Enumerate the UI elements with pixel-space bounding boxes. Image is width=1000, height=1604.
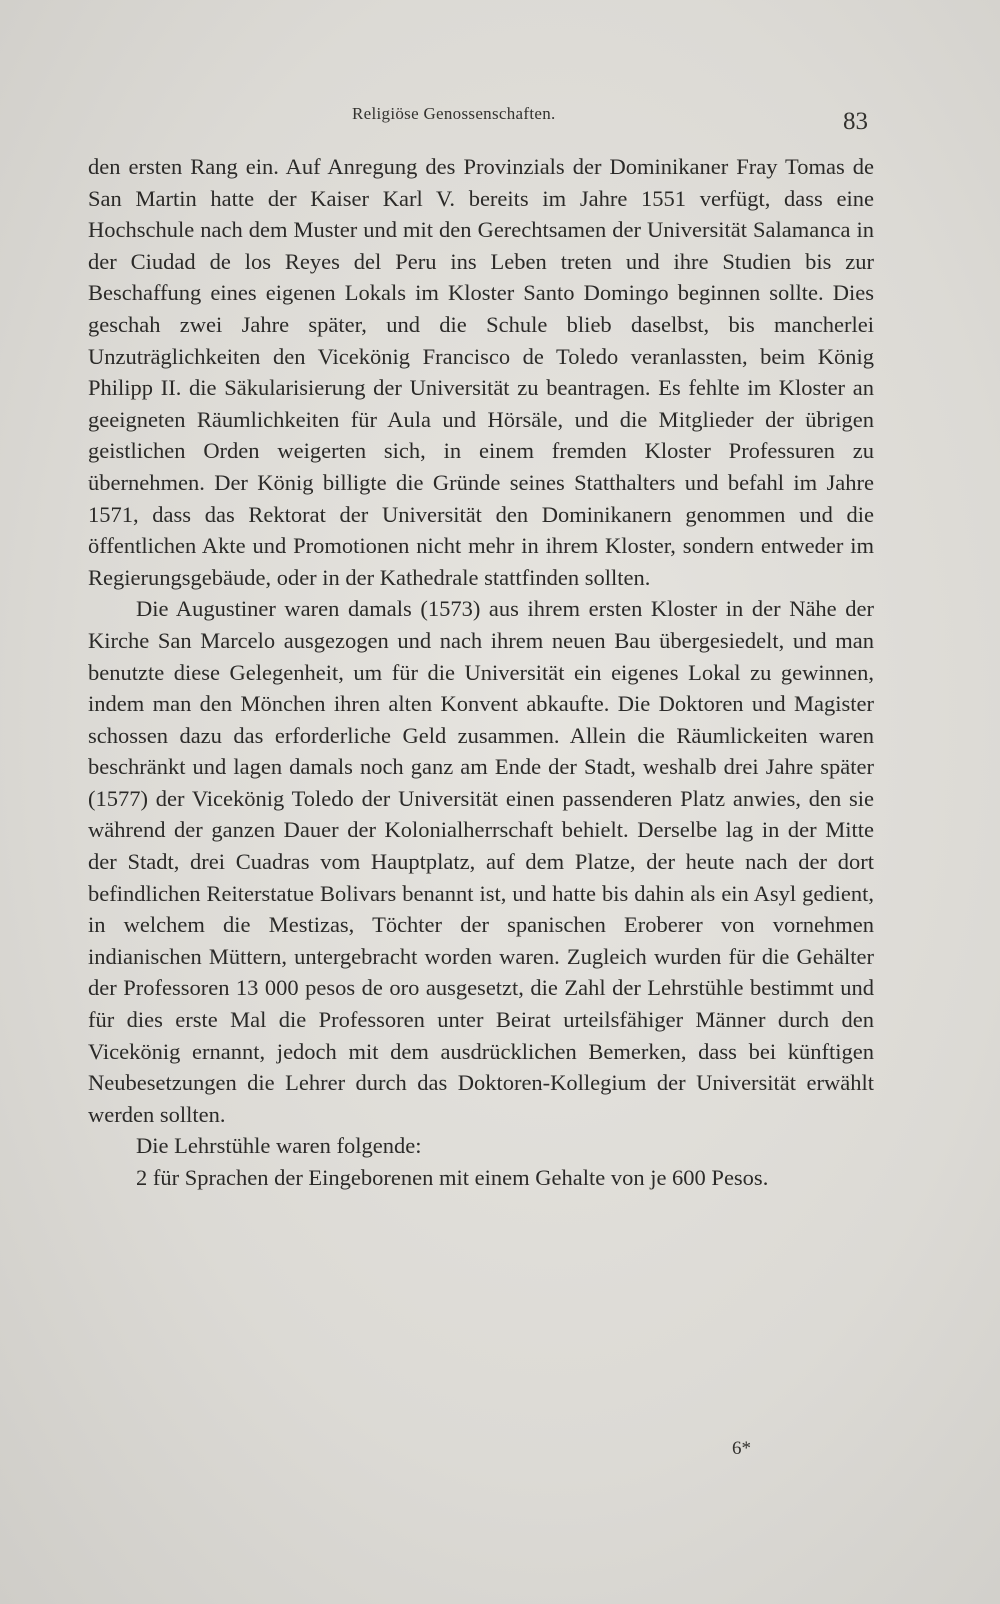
- paragraph: Die Lehrstühle waren folgende:: [136, 1133, 422, 1159]
- running-head: Religiöse Genossenschaften.: [352, 104, 556, 123]
- paragraph: den ersten Rang ein. Auf Anregung des Provinzials der Dominikaner Fray Tomas de San Martin hatte der Kaiser Karl V. bereits im Jahre 1551 verfügt, dass eine Hochschule nach dem Muster und mit den Gerechtsamen der Universität Salamanca in der Ciudad de los Reyes del Peru ins Leben treten und ihre Studien bis zur Beschaffung eines eigenen Lokals im Kloster Santo Domingo beginnen sollte. Dies geschah zwei Jahre später, und die Schule blieb daselbst, bis mancherlei Unzuträglichkeiten den Vicekönig Francisco de Toledo veranlassten, beim König Philipp II. die Säkularisierung der Universität zu beantragen. Es fehlte im Kloster an geeigneten Räumlichkeiten für Aula und Hörsäle, und die Mitglieder der übrigen geistlichen Orden weigerten sich, in einem fremden Kloster Professuren zu übernehmen. Der König billigte die Gründe seines Statthalters und befahl im Jahre 1571, dass das Rektorat der Universität den Dominikanern genommen und die öffentlichen Akte und Promotionen nicht mehr in ihrem Kloster, sondern entweder im Regierungsgebäude, oder in der Kathedrale stattfinden sollten.: [88, 154, 874, 590]
- list-item: 2 für Sprachen der Eingeborenen mit einem Gehalte von je 600 Pesos.: [136, 1165, 769, 1190]
- page-number: 83: [843, 108, 868, 135]
- body-text: [88, 151, 874, 1194]
- signature-mark: 6*: [732, 1438, 751, 1459]
- paragraph: Die Augustiner waren damals (1573) aus ihrem ersten Kloster in der Nähe der Kirche San Marcelo ausgezogen und nach ihrem neuen Bau übergesiedelt, und man benutzte diese Gelegenheit, um für die Universität ein eigenes Lokal zu gewinnen, indem man den Mönchen ihren alten Konvent abkaufte. Die Doktoren und Magister schossen dazu das erforderliche Geld zusammen. Allein die Räumlickeiten waren beschränkt und lagen damals noch ganz am Ende der Stadt, weshalb drei Jahre später (1577) der Vicekönig Toledo der Universität einen passenderen Platz anwies, den sie während der ganzen Dauer der Kolonialherrschaft behielt. Derselbe lag in der Mitte der Stadt, drei Cuadras vom Hauptplatz, auf dem Platze, der heute nach der dort befindlichen Reiterstatue Bolivars benannt ist, und hatte bis dahin als ein Asyl gedient, in welchem die Mestizas, Töchter der spanischen Eroberer von vornehmen indianischen Müttern, untergebracht worden waren. Zugleich wurden für die Gehälter der Professoren 13 000 pesos de oro ausgesetzt, die Zahl der Lehrstühle bestimmt und für dies erste Mal die Professoren unter Beirat urteilsfähiger Männer durch den Vicekönig ernannt, jedoch mit dem ausdrücklichen Bemerken, dass bei künftigen Neubesetzungen die Lehrer durch das Doktoren-Kollegium der Universität erwählt werden sollten.: [88, 596, 874, 1127]
